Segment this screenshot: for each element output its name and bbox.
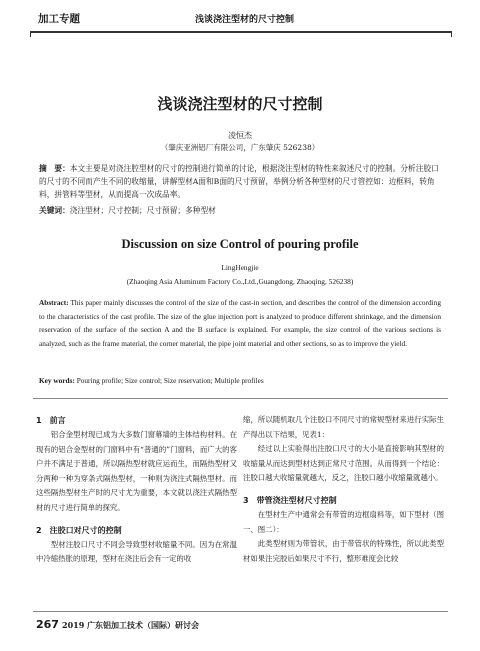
- abstract-cn: [39, 162, 441, 201]
- section-1-heading: 1 前言: [36, 416, 66, 425]
- section-3-paragraph-1: 在型材生产中通常会有带管的边框扇料等，如下型材（图一、图二）：: [243, 509, 444, 534]
- header-running-title: 浅谈浇注型材的尺寸控制: [195, 15, 295, 25]
- keywords-en-text: Pouring profile; Size control; Size reservation; Multiple profiles: [74, 376, 264, 385]
- abstract-en-text: This paper mainly discusses the control of the size of the cast-in section, and describes the control of the dimension according to the characteristics of the cast profile. The size of the glue injection port is analyzed to produce different shrinkage, and the dimension reservation of the surface of the section A and the B surface is explained. For example, the size control of the various sections is analyzed, such as the frame material, the corner material, the pipe joint material and other sections, so as to improve the yield.: [39, 298, 441, 348]
- keywords-cn: [39, 204, 441, 217]
- article-affiliation: （肇庆亚洲铝厂有限公司，广东肇庆 526238）: [160, 143, 320, 152]
- abstract-cn-text: 本文主要是对浇注腔型材的尺寸的控制进行简单的讨论，根据浇注型材的特性来叙述尺寸的控制。分析注胶口的尺寸的不同而产生不同的收缩量，讲解型材A面和B面的尺寸预留，举例分析各种型材的尺寸管控如：边框料，转角料，拼管料等型材，从而提高一次成品率。: [39, 164, 439, 199]
- keywords-cn-text: 浇注型材；尺寸控制；尺寸预留；多种型材: [69, 206, 216, 215]
- abstract-en: [39, 296, 441, 350]
- header-section-label: 加工专题: [38, 13, 80, 25]
- section-2-paragraph: 型材注胶口尺寸不同会导致型材收缩量不同。因为在常温中冷缩热胀的原理，型材在浇注后会有一定的收: [36, 539, 237, 564]
- body-column-left: [36, 413, 237, 567]
- body-divider: [33, 398, 448, 399]
- abstract-cn-label: 摘 要：: [39, 164, 70, 173]
- footer-rule: [33, 611, 448, 612]
- header-rule-tick-left: [30, 33, 31, 37]
- article-author: 凌恒杰: [228, 131, 252, 140]
- keywords-en-label: Key words:: [39, 376, 75, 385]
- section-1-paragraph: 铝合金型材现已成为大多数门窗幕墙的主体结构材料。在现有的铝合金型材的门窗料中有“普通的”门窗料，而广大的客户并不满足于普通，所以隔热型材就应运而生，而隔热型材又分两种一种为穿条式隔热型材，一种则为浇注式隔热型材。而这些隔热型材生产时的尺寸尤为重要，本文就以浇注式隔热型材的尺寸进行简单的探究。: [36, 430, 237, 512]
- section-3-paragraph-2: 此类型材则为带管状，由于带管状的特殊性，所以此类型材如果注完胶后如果尺寸不行，整形难度会比较: [243, 539, 444, 563]
- keywords-cn-label: 关键词：: [39, 206, 70, 215]
- body-column-right: [243, 413, 444, 566]
- spacer: [36, 516, 237, 523]
- section-2-continuation: 缩，所以随机取几个注胶口不同尺寸的常规型材来进行实际生产得出以下结果，见表1：: [243, 415, 444, 439]
- section-3-heading: 3 带管浇注型材尺寸控制: [243, 495, 337, 505]
- english-author: LingHengjie: [221, 263, 259, 272]
- header-rule: [30, 31, 452, 33]
- keywords-en: [39, 374, 441, 388]
- spacer: [243, 486, 444, 493]
- section-2-conclusion: 经过以上实验得出注胶口尺寸的大小是直接影响其型材的收缩量从而达到型材达到正常尺寸范围。从而得到一个结论：注胶口越大收缩量就越大，反之，注胶口越小收缩量就越小。: [243, 444, 444, 483]
- article-title: 浅谈浇注型材的尺寸控制: [157, 95, 323, 113]
- header-rule-tick-right: [451, 33, 452, 37]
- section-2-heading: 2 注胶口对尺寸的控制: [36, 525, 122, 535]
- page-number: 267: [36, 618, 59, 631]
- english-title: Discussion on size Control of pouring profile: [121, 237, 359, 251]
- footer-journal: 2019 广东铝加工技术（国际）研讨会: [62, 620, 200, 630]
- english-affiliation: (Zhaoqing Asia Aluminum Factory Co.,Ltd.,Guangdong, Zhaoqing, 526238): [126, 277, 354, 286]
- abstract-en-label: Abstract:: [39, 298, 69, 307]
